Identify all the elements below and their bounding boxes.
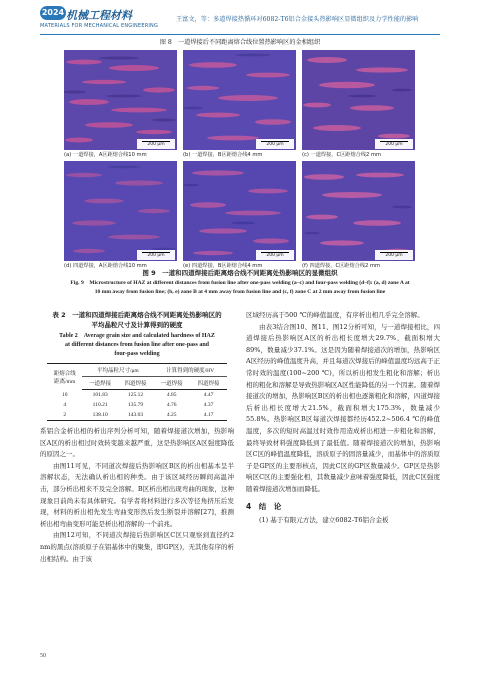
micrograph-image <box>64 50 177 150</box>
section-heading: 4 结 论 <box>246 501 282 511</box>
micrograph-panel-c <box>302 50 415 158</box>
table-row: 4 110.21 135.79 4.76 4.37 <box>63 402 214 408</box>
page-number: 50 <box>40 653 46 659</box>
scale-bar: 200 μm <box>137 250 175 260</box>
table-sub-four-pass: 四道焊接 <box>190 377 227 390</box>
body-paragraph: 由图12可知，不同道次焊接后热影响区C区只观察到直径约2 nm的黑点(溶质原子在铝基体中的聚集，即GP区)，无其他有序的析出相结构。由于该 <box>40 531 234 563</box>
micrograph-image <box>64 161 177 261</box>
scale-bar: 200 μm <box>375 250 413 260</box>
micrograph-panel-f <box>302 161 415 269</box>
micrograph-image <box>183 161 296 261</box>
table-sub-four-pass: 四道焊接 <box>118 377 153 390</box>
table-head-grain: 平均晶粒尺寸/μm <box>82 364 153 377</box>
left-body-text <box>40 426 234 565</box>
table-head-hardness: 计算得到的硬度/HV <box>153 364 227 377</box>
scale-bar: 200 μm <box>256 139 294 149</box>
table-sub-one-pass: 一道焊接 <box>153 377 190 390</box>
table-row: 10 101.83 125.12 4.85 4.47 <box>61 391 214 398</box>
micrograph-panel-d <box>64 161 177 269</box>
micrograph-panel-b <box>183 50 296 158</box>
micrograph-image <box>302 161 415 261</box>
figure-caption-en-line-2: 10 mm away from fusion line; (b, e) zone B at 4 mm away from fusion line and (c, f) zone C at 2 mm away from fusion line <box>94 289 386 295</box>
table-head-distance: 距熔合线 距离/mm <box>47 364 82 390</box>
journal-name-en: MATERIALS FOR MECHANICAL ENGINEERING <box>40 23 159 29</box>
panel-label: (a) 一道焊接，A区距熔合线10 mm <box>64 152 147 158</box>
journal-year-badge: 2024 <box>40 6 66 20</box>
page-header <box>0 0 480 38</box>
table-sub-one-pass: 一道焊接 <box>82 377 117 390</box>
panel-label: (f) 四道焊接，C区距熔合线2 mm <box>302 263 381 269</box>
figure-caption-en <box>40 279 440 297</box>
body-paragraph: 由图11可见，不同道次焊接后热影响区B区的析出相基本呈半溶解状态，无法确认析出相的种类。由于该区域经历瞬间高温冲击，部分析出相来不及完全溶解。B区析出相出现弯曲的现象，这种现象目前尚未有具体研究。有学者将材料进行多次等径角挤压后发现，材料的析出相先发生弯曲变形然后发生断裂并溶解[27]，推测析出相弯曲变形可能是析出相溶解的一个前兆。 <box>40 461 234 528</box>
right-column <box>246 310 440 526</box>
table-title-en: Table 2 Average grain size and calculated hardness of HAZ at different distances from fusion line after one-pass and four-pass welding <box>59 333 215 357</box>
table-row: 2 138.10 143.03 4.25 4.17 <box>47 410 227 421</box>
scale-bar: 200 μm <box>256 250 294 260</box>
figure-caption-cn: 图 9 一道和四道焊接后距离熔合线不同距离处热影响区的显微组织 <box>142 269 338 277</box>
previous-figure-caption: 图 8 一道焊接后不同距离熔合线位置热影响区的金相组织 <box>159 39 321 46</box>
micrograph-panel-a <box>64 50 177 158</box>
conclusion-paragraph: (1) 基于有限元方法，建立6082-T6铝合金板 <box>259 515 389 524</box>
left-column <box>40 310 234 565</box>
header-divider <box>40 34 440 35</box>
micrograph-image <box>302 50 415 150</box>
panel-label: (c) 一道焊接，C区距熔合线2 mm <box>302 152 382 158</box>
body-paragraph: 由表3结合图10、图11、图12分析可知，与一道焊接相比，四道焊接后热影响区A区的析出相长度增大29.7%，截面积增大89%，数量减少37.1%。这是因为随着焊接道次的增加，热影响区A区经历的峰值温度升高，并且每道次焊接后的峰值温度均远高于正常时效的温度(100~200 ℃)，所以析出相发生粗化和溶解；析出相的粗化和溶解是导致热影响区A区性能降低的另一个因素。随着焊接道次的增加，热影响区B区的析出相也逐渐粗化和溶解，四道焊接后析出相长度增大21.5%，截面积增大175.3%，数量减少55.8%。热影响区B区每道次焊接都经历452.2~506.4 ℃的峰值温度，多次的短时高温过时效作用造成析出相进一步粗化和溶解，最终导致材料强度降低到了最低值。随着焊接道次的增加，热影响区C区的峰值温度降低，溶质原子的固溶量减少，而基体中的溶质原子是GP区的主要形核点，因此C区的GP区数量减少。GP区是热影响区C区的主要强化相，其数量减少意味着强度降低，因此C区强度随着焊接道次增加而降低。 <box>246 322 440 493</box>
scale-bar: 200 μm <box>137 139 175 149</box>
table-title-cn: 表 2 一道和四道焊接后距离熔合线不同距离处热影响区的 平均晶粒尺寸及计算得到的硬度 <box>52 311 222 329</box>
body-paragraph: 系铝合金析出相的析出序列分析可知，随着焊接道次增加，热影响区A区的析出相过时效转变越来越严重，这是热影响区A区强度降低的原因之一。 <box>40 427 234 459</box>
body-paragraph: 区域经历高于500 ℃的峰值温度，有序析出相几乎完全溶解。 <box>246 311 424 319</box>
grain-size-table <box>47 363 227 421</box>
scale-bar: 200 μm <box>375 139 413 149</box>
figure-caption-en-line-1: Fig. 9 Microstructure of HAZ at different distances from fusion line after one-pass welding (a–c) and four-pass welding (d–f): (a, d) zone A at <box>70 280 410 286</box>
journal-logo <box>40 6 190 34</box>
running-title: 王富文，等：多道焊接热循环对6082-T6铝合金接头热影响区显微组织及力学性能的影响 <box>176 16 419 23</box>
panel-label: (b) 一道焊接，B区距熔合线4 mm <box>183 152 263 158</box>
panel-label: (d) 四道焊接，A区距熔合线10 mm <box>64 263 147 269</box>
micrograph-image <box>183 50 296 150</box>
figure-caption <box>40 268 440 297</box>
journal-name-cn: 机械工程材料 <box>66 9 132 22</box>
panel-label: (e) 四道焊接，B区距熔合线4 mm <box>183 263 263 269</box>
micrograph-panel-e <box>183 161 296 269</box>
